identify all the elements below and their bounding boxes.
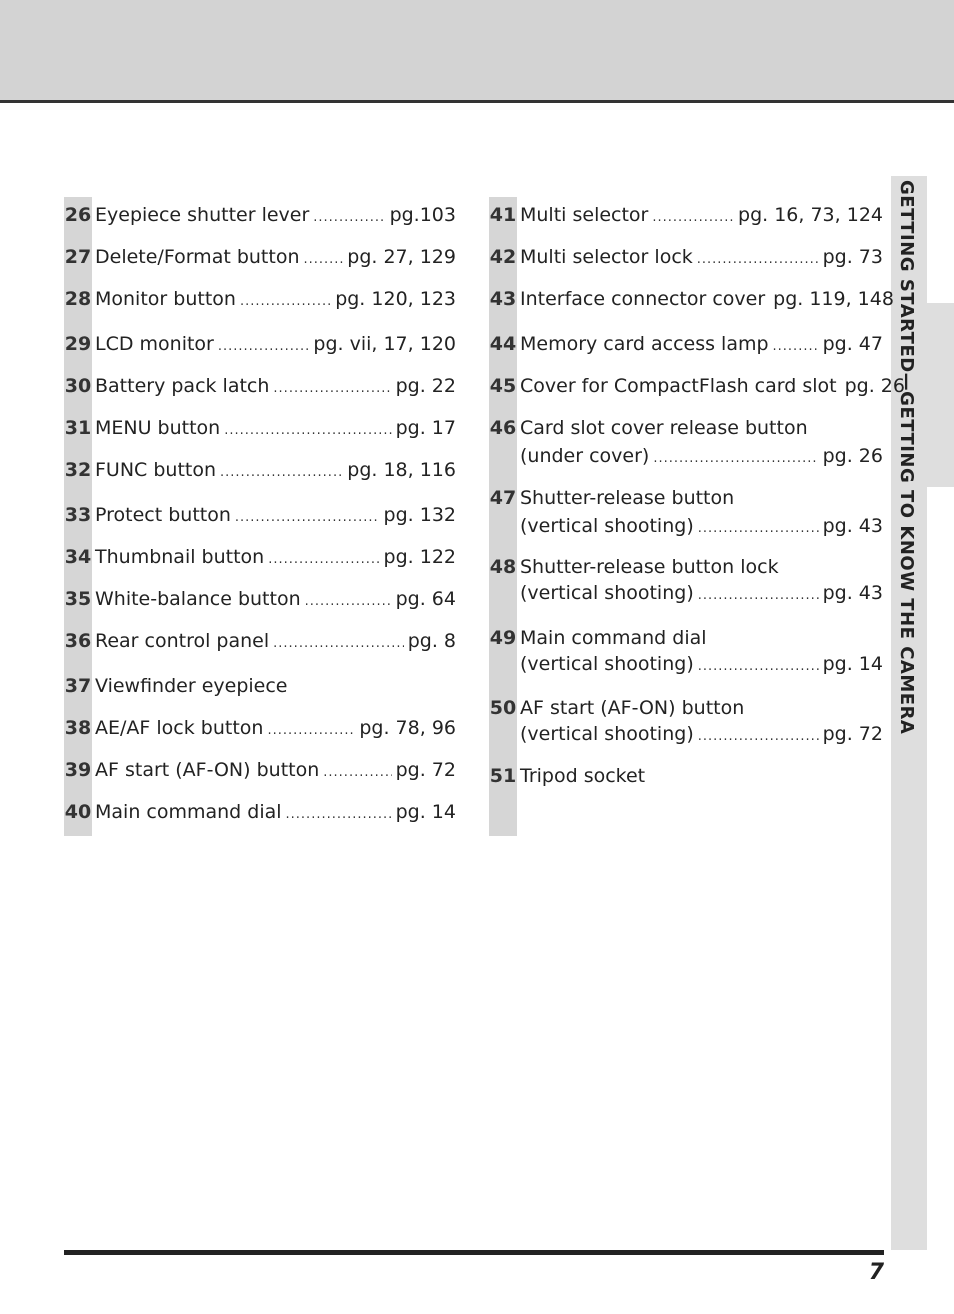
footer-rule <box>64 1250 884 1255</box>
item-label: Tripod socket <box>520 765 646 787</box>
page-ref: pg. 119, 148 <box>773 288 894 310</box>
page-ref: pg. vii, 17, 120 <box>313 333 456 355</box>
item-number: 50 <box>489 697 517 719</box>
item-number: 33 <box>64 504 92 526</box>
page-ref: pg. 132 <box>383 504 456 526</box>
item-label: AE/AF lock button <box>95 717 264 739</box>
item-number: 36 <box>64 630 92 652</box>
page-ref: pg. 16, 73, 124 <box>738 204 883 226</box>
item-number: 44 <box>489 333 517 355</box>
item-number: 26 <box>64 204 92 226</box>
leader-dots <box>653 445 818 473</box>
item-label: AF start (AF-ON) button <box>520 697 745 719</box>
item-label: Main command dial <box>520 627 707 649</box>
leader-dots <box>240 288 331 316</box>
item-label: AF start (AF-ON) button <box>95 759 320 781</box>
leader-dots <box>698 582 819 610</box>
leader-dots <box>773 333 819 361</box>
page-ref: pg. 26 <box>822 445 883 467</box>
leader-dots <box>268 546 379 574</box>
page-ref: pg. 17 <box>395 417 456 439</box>
item-number: 29 <box>64 333 92 355</box>
item-number: 32 <box>64 459 92 481</box>
item-number: 41 <box>489 204 517 226</box>
page-ref: pg. 43 <box>822 582 883 604</box>
item-label: Card slot cover release button <box>520 417 808 439</box>
parts-list-right <box>489 197 905 836</box>
item-number: 45 <box>489 375 517 397</box>
item-label: White-balance button <box>95 588 301 610</box>
leader-dots <box>273 375 391 403</box>
page-ref: pg. 22 <box>395 375 456 397</box>
leader-dots <box>313 204 385 232</box>
item-label: Memory card access lamp <box>520 333 769 355</box>
item-label-continued: (vertical shooting) <box>520 515 694 537</box>
leader-dots <box>218 333 310 361</box>
item-number: 42 <box>489 246 517 268</box>
page-ref: pg. 18, 116 <box>347 459 456 481</box>
leader-dots <box>235 504 380 532</box>
page-ref: pg. 72 <box>395 759 456 781</box>
item-label: Rear control panel <box>95 630 270 652</box>
leader-dots <box>304 246 344 274</box>
leader-dots <box>267 717 355 745</box>
item-number: 47 <box>489 487 517 509</box>
item-number: 46 <box>489 417 517 439</box>
item-number: 38 <box>64 717 92 739</box>
leader-dots <box>652 204 734 232</box>
leader-dots <box>273 630 404 658</box>
item-label: LCD monitor <box>95 333 214 355</box>
item-label: Monitor button <box>95 288 236 310</box>
page-ref: pg. 26 <box>844 375 905 397</box>
item-label: Main command dial <box>95 801 282 823</box>
item-label: Multi selector <box>520 204 649 226</box>
page-ref: pg. 64 <box>395 588 456 610</box>
section-label: GETTING STARTED—GETTING TO KNOW THE CAMERA <box>896 180 917 735</box>
item-label-continued: (vertical shooting) <box>520 582 694 604</box>
page-ref: pg. 122 <box>383 546 456 568</box>
leader-dots <box>698 515 819 543</box>
item-label: Thumbnail button <box>95 546 265 568</box>
item-number: 31 <box>64 417 92 439</box>
item-label: Multi selector lock <box>520 246 693 268</box>
leader-dots <box>224 417 391 445</box>
item-number: 37 <box>64 675 92 697</box>
item-label: Eyepiece shutter lever <box>95 204 310 226</box>
leader-dots <box>323 759 391 787</box>
item-label: Interface connector cover <box>520 288 766 310</box>
item-label: Cover for CompactFlash card slot <box>520 375 837 397</box>
header-band <box>0 0 954 103</box>
item-number: 48 <box>489 556 517 578</box>
item-number: 43 <box>489 288 517 310</box>
page-ref: pg. 73 <box>822 246 883 268</box>
item-label: MENU button <box>95 417 221 439</box>
leader-dots <box>697 246 819 274</box>
page-number: 7 <box>868 1260 884 1285</box>
item-number: 51 <box>489 765 517 787</box>
item-number: 28 <box>64 288 92 310</box>
item-number: 30 <box>64 375 92 397</box>
item-label: Battery pack latch <box>95 375 270 397</box>
item-label: Viewfinder eyepiece <box>95 675 288 697</box>
item-label: Delete/Format button <box>95 246 300 268</box>
page-ref: pg. 8 <box>407 630 456 652</box>
leader-dots <box>305 588 392 616</box>
item-number: 35 <box>64 588 92 610</box>
item-label-continued: (under cover) <box>520 445 650 467</box>
page-ref: pg. 78, 96 <box>359 717 456 739</box>
leader-dots <box>698 653 819 681</box>
page-ref: pg. 43 <box>822 515 883 537</box>
page-ref: pg. 14 <box>822 653 883 675</box>
item-number: 27 <box>64 246 92 268</box>
leader-dots <box>698 723 819 751</box>
item-number: 34 <box>64 546 92 568</box>
parts-list-left <box>64 197 456 836</box>
page-ref: pg. 14 <box>395 801 456 823</box>
item-number: 40 <box>64 801 92 823</box>
leader-dots <box>286 801 392 829</box>
page-ref: pg.103 <box>389 204 456 226</box>
item-label: FUNC button <box>95 459 217 481</box>
item-label-continued: (vertical shooting) <box>520 653 694 675</box>
page-ref: pg. 27, 129 <box>347 246 456 268</box>
item-label: Protect button <box>95 504 231 526</box>
item-number: 49 <box>489 627 517 649</box>
page-ref: pg. 47 <box>822 333 883 355</box>
page-ref: pg. 72 <box>822 723 883 745</box>
section-tab-marker <box>927 303 954 487</box>
item-label: Shutter-release button lock <box>520 556 779 578</box>
item-label-continued: (vertical shooting) <box>520 723 694 745</box>
leader-dots <box>220 459 343 487</box>
page-ref: pg. 120, 123 <box>335 288 456 310</box>
item-number: 39 <box>64 759 92 781</box>
item-label: Shutter-release button <box>520 487 735 509</box>
